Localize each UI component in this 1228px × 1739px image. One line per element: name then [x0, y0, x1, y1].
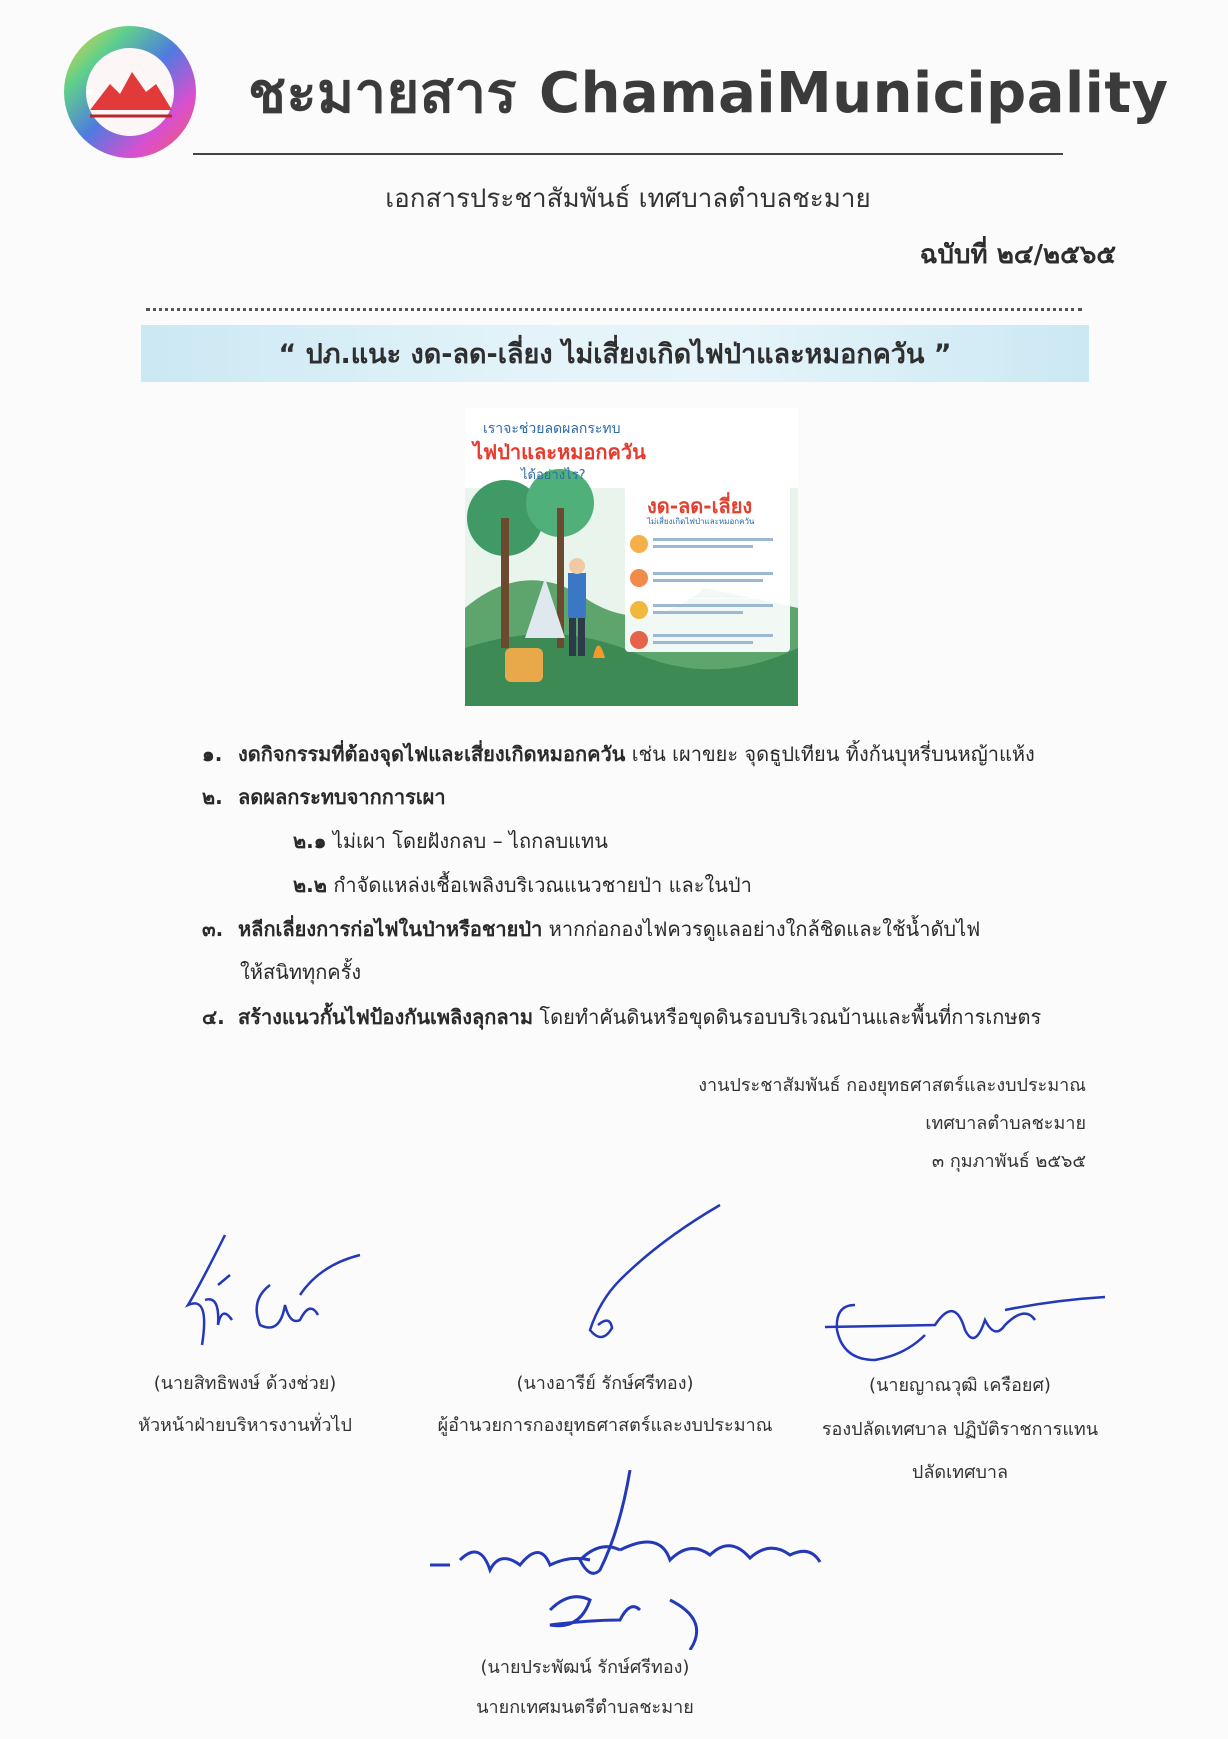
signer-4-title: นายกเทศมนตรีตำบลชะมาย [476, 1697, 694, 1718]
poster-info-card [625, 482, 790, 652]
signature-4 [420, 1470, 900, 1650]
document-subtitle: เอกสารประชาสัมพันธ์ เทศบาลตำบลชะมาย [385, 184, 871, 214]
issue-number: ฉบับที่ ๒๔/๒๕๖๕ [919, 240, 1116, 270]
sub-item-number: ๒.๒ [293, 873, 327, 897]
poster-question-line1: เราจะช่วยลดผลกระทบ [483, 421, 621, 437]
sub-item-text: กำจัดแหล่งเชื้อเพลิงบริเวณแนวชายป่า และในป่า [326, 873, 752, 897]
issuer-department: งานประชาสัมพันธ์ กองยุทธศาสตร์และงบประมาณ [698, 1075, 1086, 1096]
masthead-thai: ชะมายสาร [248, 61, 517, 126]
signer-3-name: (นายญาณวุฒิ เครือยศ) [869, 1375, 1051, 1396]
signer-2-title: ผู้อำนวยการกองยุทธศาสตร์และงบประมาณ [437, 1415, 773, 1436]
masthead-english: ChamaiMunicipality [538, 61, 1169, 126]
list-item-1 [202, 738, 1035, 770]
signer-1-name: (นายสิทธิพงษ์ ด้วงช่วย) [153, 1373, 337, 1394]
signer-2-name: (นางอารีย์ รักษ์ศรีทอง) [516, 1373, 694, 1394]
poster-card-heading: งด-ลด-เลี่ยง [647, 494, 753, 518]
signer-3-title-line2: ปลัดเทศบาล [911, 1462, 1009, 1483]
list-item-3 [202, 913, 980, 945]
list-item-number: ๔. [202, 1005, 225, 1029]
issuer-organization: เทศบาลตำบลชะมาย [925, 1113, 1086, 1134]
signer-3-title: รองปลัดเทศบาล ปฏิบัติราชการแทน [821, 1419, 1099, 1440]
poster-card-bullets [625, 482, 790, 652]
list-item-lead: งดกิจกรรมที่ต้องจุดไฟและเสี่ยงเกิดหมอกควัน [238, 742, 626, 766]
list-item-text: หากก่อกองไฟควรดูแลอย่างใกล้ชิดและใช้น้ำดับไฟ [542, 917, 981, 941]
list-item-2 [202, 781, 446, 813]
signature-3 [825, 1285, 1115, 1375]
signer-1-title: หัวหน้าฝ่ายบริหารงานทั่วไป [138, 1415, 352, 1436]
headline-banner [141, 325, 1089, 382]
sub-item-2-2 [293, 869, 752, 901]
issue-date: ๓ กุมภาพันธ์ ๒๕๖๕ [931, 1151, 1086, 1172]
list-item-number: ๓. [202, 917, 224, 941]
list-item-lead: สร้างแนวกั้นไฟป้องกันเพลิงลุกลาม [238, 1005, 534, 1029]
masthead-title [248, 48, 1169, 137]
poster-question-line2: ไฟป่าและหมอกควัน [473, 440, 646, 464]
header-divider [193, 153, 1063, 155]
list-item-number: ๒. [202, 785, 223, 809]
infographic-poster [465, 408, 798, 706]
signature-2 [560, 1200, 740, 1350]
signer-4-name: (นายประพัฒน์ รักษ์ศรีทอง) [480, 1657, 690, 1678]
list-item-text: โดยทำคันดินหรือขุดดินรอบบริเวณบ้านและพื้นที่การเกษตร [533, 1005, 1042, 1029]
sub-item-2-1 [293, 825, 608, 857]
dotted-divider [146, 308, 1082, 311]
list-item-lead: ลดผลกระทบจากการเผา [238, 785, 446, 809]
list-item-text: เช่น เผาขยะ จุดธูปเทียน ทิ้งก้นบุหรี่บนหญ้าแห้ง [625, 742, 1035, 766]
sub-item-text: ไม่เผา โดยฝังกลบ – ไถกลบแทน [326, 829, 608, 853]
list-item-4 [202, 1001, 1041, 1033]
sub-item-number: ๒.๑ [293, 829, 327, 853]
list-item-lead: หลีกเลี่ยงการก่อไฟในป่าหรือชายป่า [238, 917, 543, 941]
signature-1 [160, 1225, 370, 1355]
headline-text: “ ปภ.แนะ งด-ลด-เลี่ยง ไม่เสี่ยงเกิดไฟป่าและหมอกควัน ” [278, 339, 952, 370]
municipality-seal-logo [60, 22, 200, 162]
list-item-number: ๑. [202, 742, 223, 766]
list-item-3-continuation: ให้สนิททุกครั้ง [240, 960, 362, 984]
poster-question-line3: ได้อย่างไร? [521, 468, 586, 483]
poster-card-subheading: ไม่เสี่ยงเกิดไฟป่าและหมอกควัน [647, 517, 755, 526]
